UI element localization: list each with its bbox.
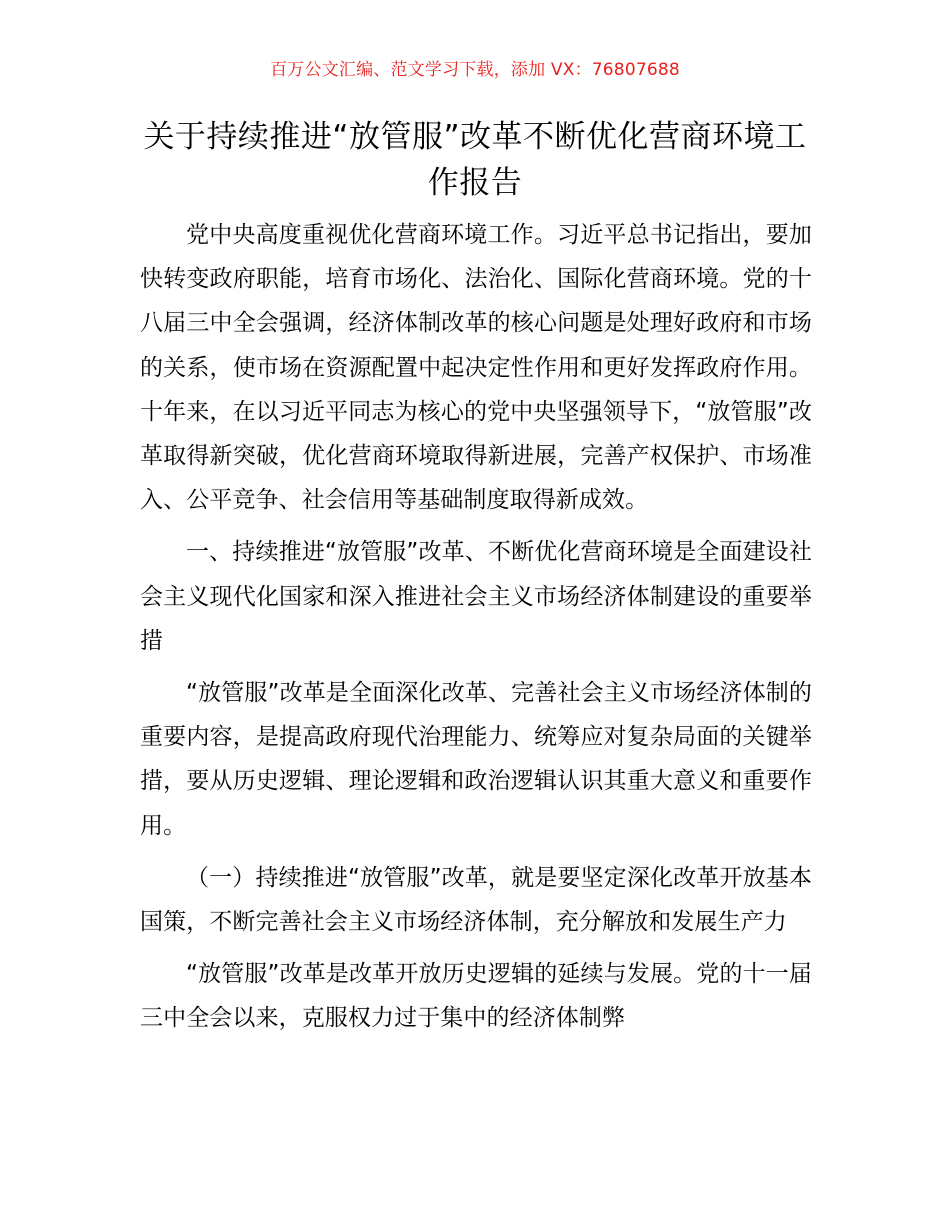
section-heading-1: 一、持续推进“放管服”改革、不断优化营商环境是全面建设社会主义现代化国家和深入推进社会主义市场经济体制建设的重要举措 bbox=[140, 539, 812, 654]
document-title: 关于持续推进“放管服”改革不断优化营商环境工作报告 bbox=[143, 119, 807, 201]
watermark-header: 百万公文汇编、范文学习下载，添加 VX：76807688 bbox=[270, 60, 680, 80]
paragraph-section-1: “放管服”改革是全面深化改革、完善社会主义市场经济体制的重要内容，是提高政府现代治理能力、统筹应对复杂局面的关键举措，要从历史逻辑、理论逻辑和政治逻辑认识其重大意义和重要作用。 bbox=[140, 680, 812, 839]
paragraph-subsection-1: “放管服”改革是改革开放历史逻辑的延续与发展。党的十一届三中全会以来，克服权力过于集中的经济体制弊 bbox=[140, 961, 812, 1032]
subsection-heading-1: （一）持续推进“放管服”改革，就是要坚定深化改革开放基本国策，不断完善社会主义市场经济体制，充分解放和发展生产力 bbox=[140, 864, 812, 936]
paragraph-intro: 党中央高度重视优化营商环境工作。习近平总书记指出，要加快转变政府职能，培育市场化、法治化、国际化营商环境。党的十八届三中全会强调，经济体制改革的核心问题是处理好政府和市场的关系，使市场在资源配置中起决定性作用和更好发挥政府作用。十年来，在以习近平同志为核心的党中央坚强领导下，“放管服”改革取得新突破，优化营商环境取得新进展，完善产权保护、市场准入、公平竞争、社会信用等基础制度取得新成效。 bbox=[140, 222, 812, 514]
document-body bbox=[140, 213, 812, 1049]
